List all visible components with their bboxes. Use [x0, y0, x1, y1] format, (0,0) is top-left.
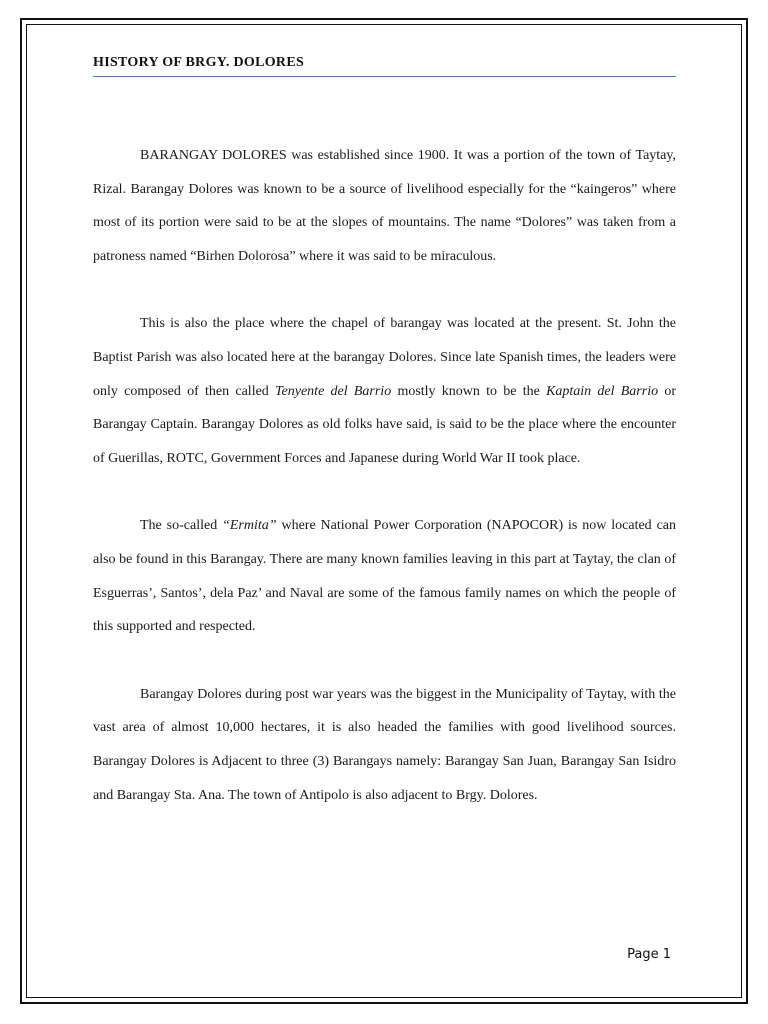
- paragraph-2-text-c: or Barangay Captain. Barangay Dolores as old folks have said, is said to be the place where the encounter of Guerillas, ROTC, Government Forces and Japanese during World War II took place.: [93, 383, 677, 466]
- paragraph-2-italic-kaptain: Kaptain del Barrio: [546, 383, 659, 399]
- paragraph-2-text-a: This is also the place where the chapel of barangay was located at the present. St. John the Baptist Parish was also located here at the barangay Dolores. Since late Spanish times, the leaders were only composed of then called: [93, 316, 676, 399]
- paragraph-3-text-b: where National Power Corporation (NAPOCOR) is now located can also be found in this Barangay. There are many known families leaving in this part at Taytay, the clan of Esguerras’, Santos’, dela Paz’ and Naval are some of the famous family names on which the people of this supported and respected.: [93, 518, 677, 635]
- document-body: [93, 139, 676, 812]
- paragraph-2-italic-tenyente: Tenyente del Barrio: [275, 383, 392, 399]
- paragraph-2-text-b: mostly known to be the: [391, 383, 547, 399]
- paragraph-1-text: BARANGAY DOLORES was established since 1900. It was a portion of the town of Taytay, Rizal. Barangay Dolores was known to be a source of livelihood especially for the “kaingeros” where most of its portion were said to be at the slopes of mountains. The name “Dolores” was taken from a patroness named “Birhen Dolorosa” where it was said to be miraculous.: [93, 148, 676, 264]
- paragraph-4: [93, 678, 676, 812]
- paragraph-4-text: Barangay Dolores during post war years was the biggest in the Municipality of Taytay, with the vast area of almost 10,000 hectares, it is also headed the families with good livelihood sources. Barangay Dolores is Adjacent to three (3) Barangays namely: Barangay San Juan, Barangay San Isidro and Barangay Sta. Ana. The town of Antipolo is also adjacent to Brgy. Dolores.: [93, 686, 676, 803]
- document-title: HISTORY OF BRGY. DOLORES: [93, 55, 305, 70]
- paragraph-3: [93, 509, 676, 643]
- paragraph-1: [93, 139, 676, 273]
- paragraph-3-italic-ermita: “Ermita”: [222, 518, 277, 534]
- paragraph-2: [93, 307, 676, 475]
- header-divider: [93, 76, 676, 77]
- page-number: Page 1: [627, 947, 671, 962]
- paragraph-3-text-a: The so-called: [140, 518, 223, 534]
